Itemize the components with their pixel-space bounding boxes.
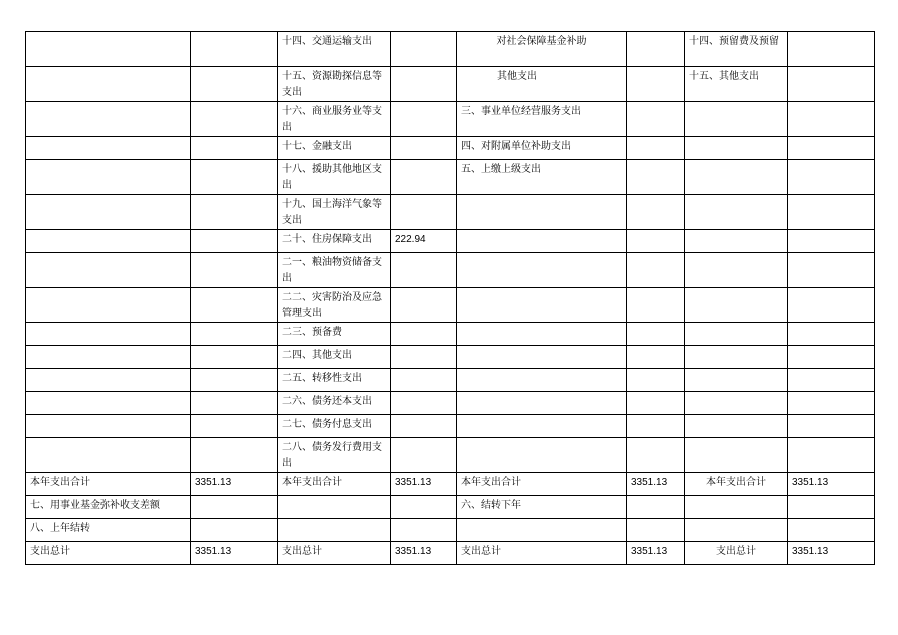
table-cell xyxy=(788,160,875,195)
table-cell xyxy=(788,415,875,438)
table-cell: 3351.13 xyxy=(191,542,278,565)
table-cell xyxy=(457,392,627,415)
table-cell xyxy=(278,496,391,519)
table-cell xyxy=(685,230,788,253)
table-cell xyxy=(391,195,457,230)
table-cell xyxy=(191,496,278,519)
table-cell: 3351.13 xyxy=(391,542,457,565)
table-cell xyxy=(685,137,788,160)
table-cell: 十五、资源勘探信息等支出 xyxy=(278,67,391,102)
table-cell xyxy=(788,67,875,102)
table-cell: 3351.13 xyxy=(391,473,457,496)
table-cell: 支出总计 xyxy=(278,542,391,565)
table-cell xyxy=(26,346,191,369)
table-cell xyxy=(685,253,788,288)
table-cell: 本年支出合计 xyxy=(26,473,191,496)
table-cell xyxy=(788,253,875,288)
table-cell: 八、上年结转 xyxy=(26,519,191,542)
table-cell xyxy=(391,415,457,438)
table-cell xyxy=(26,102,191,137)
table-row xyxy=(26,369,875,392)
table-cell xyxy=(627,369,685,392)
table-row xyxy=(26,542,875,565)
table-cell: 六、结转下年 xyxy=(457,496,627,519)
table-cell xyxy=(788,32,875,67)
table-cell xyxy=(391,67,457,102)
table-cell: 本年支出合计 xyxy=(278,473,391,496)
table-row xyxy=(26,323,875,346)
table-cell xyxy=(627,137,685,160)
table-cell xyxy=(191,369,278,392)
table-row xyxy=(26,67,875,102)
table-cell xyxy=(26,369,191,392)
table-cell: 十五、其他支出 xyxy=(685,67,788,102)
table-cell xyxy=(191,392,278,415)
table-cell: 支出总计 xyxy=(685,542,788,565)
table-cell xyxy=(191,67,278,102)
expenditure-table xyxy=(25,31,875,565)
table-cell xyxy=(685,195,788,230)
table-cell xyxy=(391,137,457,160)
table-cell xyxy=(26,323,191,346)
table-cell xyxy=(627,160,685,195)
table-cell: 二一、粮油物资储备支出 xyxy=(278,253,391,288)
table-cell xyxy=(685,323,788,346)
table-cell xyxy=(26,230,191,253)
table-cell xyxy=(26,288,191,323)
table-cell xyxy=(191,438,278,473)
table-cell xyxy=(457,346,627,369)
table-cell: 3351.13 xyxy=(788,473,875,496)
table-cell xyxy=(26,392,191,415)
table-cell xyxy=(788,346,875,369)
table-cell xyxy=(627,392,685,415)
table-cell xyxy=(391,369,457,392)
table-cell xyxy=(457,253,627,288)
table-row xyxy=(26,137,875,160)
table-cell: 十九、国土海洋气象等支出 xyxy=(278,195,391,230)
table-cell xyxy=(26,32,191,67)
table-cell xyxy=(627,346,685,369)
table-cell xyxy=(685,438,788,473)
table-cell xyxy=(627,323,685,346)
table-cell xyxy=(457,438,627,473)
table-row xyxy=(26,253,875,288)
table-cell: 二七、债务付息支出 xyxy=(278,415,391,438)
table-cell xyxy=(685,415,788,438)
table-cell xyxy=(191,253,278,288)
table-cell xyxy=(26,195,191,230)
table-cell xyxy=(788,392,875,415)
table-cell xyxy=(391,519,457,542)
table-cell: 十八、援助其他地区支出 xyxy=(278,160,391,195)
table-cell: 支出总计 xyxy=(457,542,627,565)
table-cell xyxy=(457,195,627,230)
table-cell xyxy=(26,253,191,288)
table-cell: 十六、商业服务业等支出 xyxy=(278,102,391,137)
table-cell xyxy=(391,288,457,323)
table-cell xyxy=(191,102,278,137)
table-cell: 十四、预留费及预留 xyxy=(685,32,788,67)
table-row xyxy=(26,392,875,415)
table-row xyxy=(26,496,875,519)
table-cell: 支出总计 xyxy=(26,542,191,565)
table-cell: 其他支出 xyxy=(457,67,627,102)
table-cell xyxy=(627,288,685,323)
table-row xyxy=(26,438,875,473)
table-cell: 三、事业单位经营服务支出 xyxy=(457,102,627,137)
table-cell: 二五、转移性支出 xyxy=(278,369,391,392)
table-cell: 二十、住房保障支出 xyxy=(278,230,391,253)
table-cell xyxy=(788,230,875,253)
table-row xyxy=(26,346,875,369)
table-cell xyxy=(391,392,457,415)
table-row xyxy=(26,288,875,323)
table-cell xyxy=(457,415,627,438)
table-row xyxy=(26,415,875,438)
table-cell: 十七、金融支出 xyxy=(278,137,391,160)
table-cell xyxy=(627,32,685,67)
table-cell xyxy=(627,253,685,288)
table-cell xyxy=(627,438,685,473)
table-cell xyxy=(191,415,278,438)
table-cell: 五、上缴上级支出 xyxy=(457,160,627,195)
table-cell xyxy=(685,160,788,195)
table-cell xyxy=(788,137,875,160)
table-cell xyxy=(191,288,278,323)
table-cell xyxy=(457,519,627,542)
table-cell xyxy=(627,496,685,519)
table-cell xyxy=(788,438,875,473)
table-cell: 十四、交通运输支出 xyxy=(278,32,391,67)
table-row xyxy=(26,160,875,195)
table-cell xyxy=(685,392,788,415)
table-cell: 四、对附属单位补助支出 xyxy=(457,137,627,160)
table-cell xyxy=(191,230,278,253)
table-cell xyxy=(26,67,191,102)
table-cell xyxy=(685,496,788,519)
table-cell xyxy=(26,137,191,160)
table-cell xyxy=(26,415,191,438)
table-cell: 3351.13 xyxy=(627,473,685,496)
table-cell xyxy=(457,323,627,346)
table-cell xyxy=(391,32,457,67)
table-cell xyxy=(391,102,457,137)
table-cell xyxy=(627,519,685,542)
table-row xyxy=(26,230,875,253)
table-cell xyxy=(627,195,685,230)
table-row xyxy=(26,102,875,137)
table-cell xyxy=(627,415,685,438)
table-cell: 二六、债务还本支出 xyxy=(278,392,391,415)
table-cell: 七、用事业基金弥补收支差额 xyxy=(26,496,191,519)
table-cell xyxy=(788,323,875,346)
table-row xyxy=(26,32,875,67)
table-cell xyxy=(191,160,278,195)
table-cell: 二三、预备费 xyxy=(278,323,391,346)
table-cell xyxy=(191,323,278,346)
table-cell xyxy=(191,32,278,67)
table-cell xyxy=(788,519,875,542)
table-cell: 本年支出合计 xyxy=(457,473,627,496)
table-cell: 3351.13 xyxy=(788,542,875,565)
table-cell xyxy=(457,288,627,323)
table-cell xyxy=(685,369,788,392)
table-cell: 二八、债务发行费用支出 xyxy=(278,438,391,473)
table-cell xyxy=(391,438,457,473)
table-cell: 二四、其他支出 xyxy=(278,346,391,369)
table-cell xyxy=(26,438,191,473)
table-cell xyxy=(191,137,278,160)
table-cell xyxy=(457,230,627,253)
table-cell xyxy=(788,195,875,230)
table-cell xyxy=(391,346,457,369)
table-cell xyxy=(457,369,627,392)
table-row xyxy=(26,519,875,542)
table-cell: 222.94 xyxy=(391,230,457,253)
table-row xyxy=(26,195,875,230)
table-cell xyxy=(191,195,278,230)
table-cell xyxy=(191,346,278,369)
table-cell xyxy=(788,369,875,392)
table-cell xyxy=(788,102,875,137)
table-cell xyxy=(788,288,875,323)
table-cell xyxy=(685,519,788,542)
table-cell xyxy=(391,253,457,288)
table-cell xyxy=(627,67,685,102)
table-cell xyxy=(278,519,391,542)
table-cell xyxy=(26,160,191,195)
table-cell: 3351.13 xyxy=(627,542,685,565)
table-cell: 3351.13 xyxy=(191,473,278,496)
table-cell xyxy=(627,102,685,137)
table-cell xyxy=(685,102,788,137)
table-cell: 对社会保障基金补助 xyxy=(457,32,627,67)
table-cell xyxy=(685,346,788,369)
table-row xyxy=(26,473,875,496)
table-cell xyxy=(685,288,788,323)
table-cell xyxy=(627,230,685,253)
table-cell: 本年支出合计 xyxy=(685,473,788,496)
table-cell xyxy=(391,323,457,346)
table-cell: 二二、灾害防治及应急管理支出 xyxy=(278,288,391,323)
table-cell xyxy=(788,496,875,519)
table-cell xyxy=(391,496,457,519)
table-cell xyxy=(191,519,278,542)
table-cell xyxy=(391,160,457,195)
